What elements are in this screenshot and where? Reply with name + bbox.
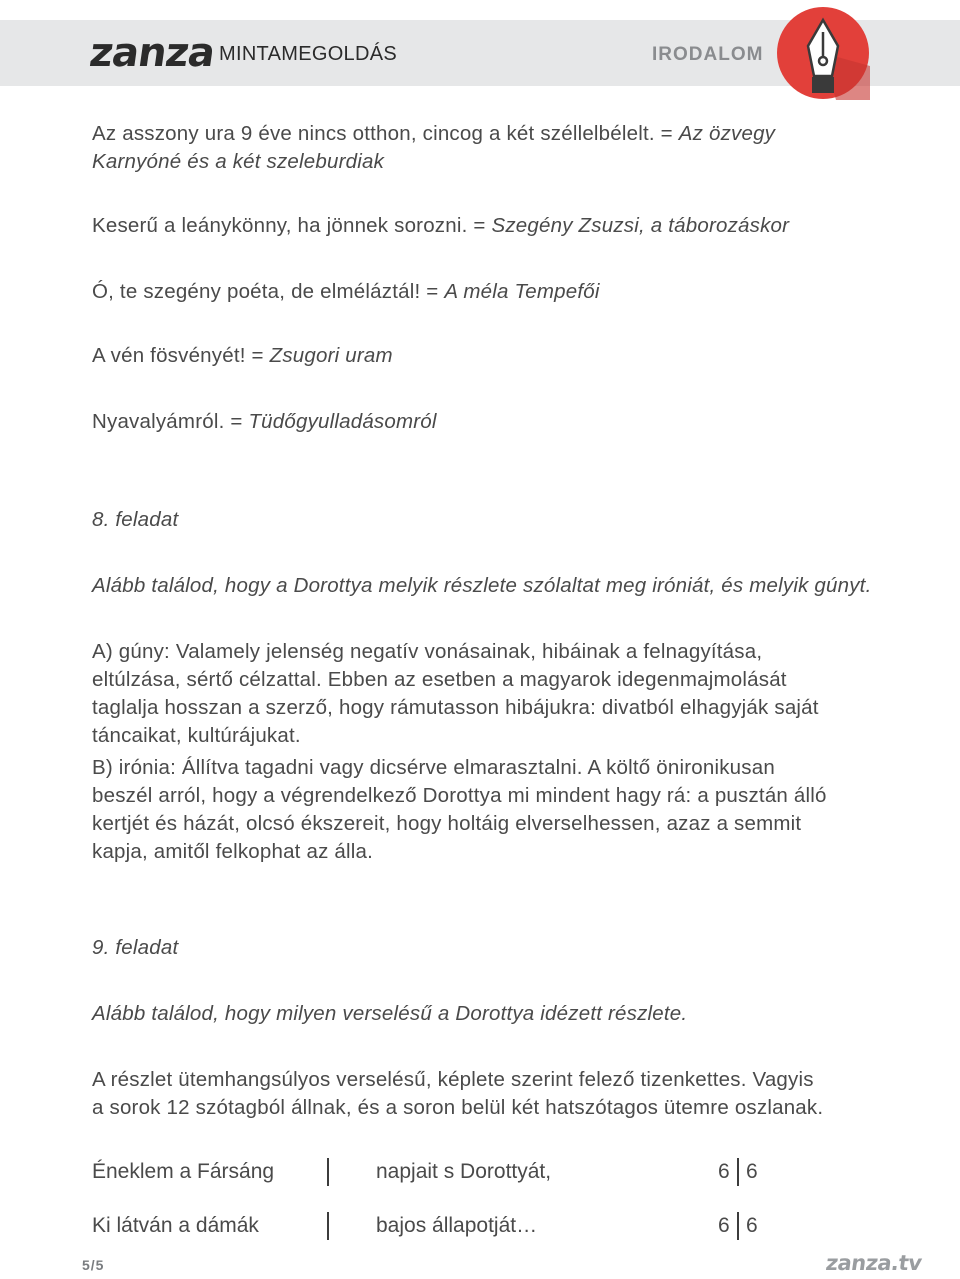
task8-answer-b: B) irónia: Állítva tagadni vagy dicsérve elmarasztalni. A költő önironikusan beszél arról, hogy a végrendelkező Dorottya mi mindent hagy rá: a pusztán álló kertjét és házát, olcsó ékszereit, hogy holtáig elverselhessen, azaz a semmit kapja, amitől felkophat az álla. <box>92 756 827 863</box>
page-number: 5/5 <box>82 1257 105 1273</box>
meter-divider <box>737 1158 739 1186</box>
verse-1-right: napjait s Dorottyát, <box>376 1160 552 1183</box>
verse-2-meter-2: 6 <box>746 1214 758 1237</box>
task8-answer-a: A) gúny: Valamely jelenség negatív vonásainak, hibáinak a felnagyítása, eltúlzása, sértő célzattal. Ebben az esetben a magyarok idegenmajmolását taglalja hosszan a szerző, hogy rámutasson hibájukra: divatból elhagyják saját táncaikat, kultúrájukat. <box>92 640 819 747</box>
task8-question: Alább találod, hogy a Dorottya melyik részlete szólaltat meg iróniát, és melyik gúnyt. <box>92 574 872 597</box>
answer-3: Ó, te szegény poéta, de elméláztál! = A méla Tempefői <box>92 280 600 303</box>
verse-divider <box>327 1212 329 1240</box>
meter-divider <box>737 1212 739 1240</box>
answer-1: Az asszony ura 9 éve nincs otthon, cincog a két széllelbélelt. = Az özvegy Karnyóné és a két szeleburdiak <box>92 122 776 173</box>
verse-divider <box>327 1158 329 1186</box>
task8-title: 8. feladat <box>92 508 179 531</box>
answer-4: A vén fösvényét! = Zsugori uram <box>92 344 393 367</box>
verse-1-meter-2: 6 <box>746 1160 758 1183</box>
answer-2: Keserű a leánykönny, ha jönnek sorozni. = Szegény Zsuzsi, a táborozáskor <box>92 214 790 237</box>
task9-title: 9. feladat <box>92 936 179 959</box>
pen-nib-icon <box>776 6 870 100</box>
task9-question: Alább találod, hogy milyen verselésű a Dorottya idézett részlete. <box>92 1002 688 1025</box>
verse-2-right: bajos állapotját… <box>376 1214 538 1237</box>
task9-body: A részlet ütemhangsúlyos verselésű, képlete szerint felező tizenkettes. Vagyis a sorok 12 szótagból állnak, és a soron belül két hatszótagos ütemre oszlanak. <box>92 1068 824 1119</box>
verse-2-left: Ki látván a dámák <box>92 1214 259 1237</box>
zanza-logo: zanza <box>86 30 218 76</box>
answer-5: Nyavalyámról. = Tüdőgyulladásomról <box>92 410 437 433</box>
verse-1-left: Éneklem a Fársáng <box>92 1160 275 1183</box>
header-label: MINTAMEGOLDÁS <box>219 43 397 65</box>
subject-label: IRODALOM <box>652 44 764 65</box>
verse-2-meter-1: 6 <box>718 1214 730 1237</box>
footer-brand: zanza.tv <box>824 1251 924 1275</box>
verse-1-meter-1: 6 <box>718 1160 730 1183</box>
